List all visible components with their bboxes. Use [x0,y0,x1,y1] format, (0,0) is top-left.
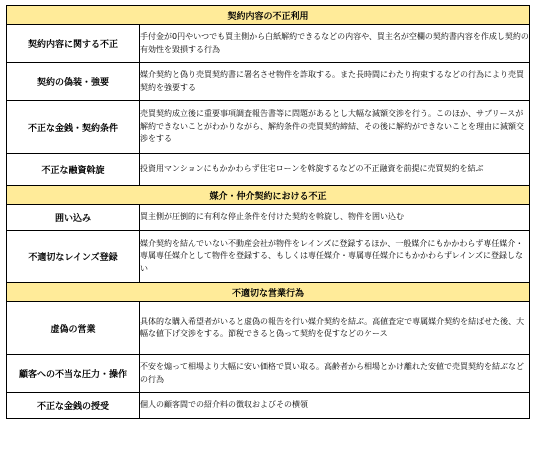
description-cell: 投資用マンションにもかかわらず住宅ローンを斡旋するなどの不正融資を前提に売買契約を結ぶ [140,154,530,186]
category-cell: 契約の偽装・強要 [7,63,140,101]
category-cell: 不正な金銭・契約条件 [7,101,140,154]
table-row [7,25,530,63]
description-cell: 具体的な購入希望者がいると虚偽の報告を行い媒介契約を結ぶ。高値査定で専属媒介契約を結ばせた後、大幅な値下げ交渉をする。節税できると偽って契約を促すなどのケース [140,302,530,355]
description-cell: 売買契約成立後に重要事項調査報告書等に問題があるとし大幅な減額交渉を行う。このほか、サブリースが解約できないことがわかりながら、解約条件の売買契約締結、その後に解約ができないことを理由に減額交渉をする [140,101,530,154]
table-row [7,302,530,355]
section-title: 契約内容の不正利用 [7,6,530,25]
section-title: 不適切な営業行為 [7,283,530,302]
category-cell: 不正な融資斡旋 [7,154,140,186]
fraud-practices-table [6,5,530,419]
description-cell: 媒介契約と偽り売買契約書に署名させ物件を詐取する。また長時間にわたり拘束するなどの行為により売買契約を強要する [140,63,530,101]
category-cell: 不正な金銭の授受 [7,393,140,419]
section-header-row [7,186,530,205]
section-title: 媒介・仲介契約における不正 [7,186,530,205]
table-row [7,101,530,154]
description-cell: 不安を煽って相場より大幅に安い価格で買い取る。高齢者から相場とかけ離れた安値で売買契約を結ぶなどの行為 [140,355,530,393]
table-row [7,205,530,231]
table-row [7,393,530,419]
category-cell: 囲い込み [7,205,140,231]
table-row [7,355,530,393]
section-header-row [7,6,530,25]
category-cell: 契約内容に関する不正 [7,25,140,63]
category-cell: 不適切なレインズ登録 [7,231,140,283]
table-row [7,63,530,101]
description-cell: 個人の顧客間での紹介料の徴収およびその横領 [140,393,530,419]
description-cell: 買主側が圧倒的に有利な停止条件を付けた契約を斡旋し、物件を囲い込む [140,205,530,231]
category-cell: 顧客への不当な圧力・操作 [7,355,140,393]
category-cell: 虚偽の営業 [7,302,140,355]
section-header-row [7,283,530,302]
description-cell: 媒介契約を結んでいない不動産会社が物件をレインズに登録するほか、一般媒介にもかかわらず専任媒介・専属専任媒介として物件を登録する、もしくは専任媒介・専属専任媒介にもかかわらずレインズに登録しない [140,231,530,283]
table-row [7,231,530,283]
description-cell: 手付金が0円やいつでも買主側から白紙解約できるなどの内容や、買主名が空欄の契約書内容を作成し契約の有効性を毀損する行為 [140,25,530,63]
table-row [7,154,530,186]
